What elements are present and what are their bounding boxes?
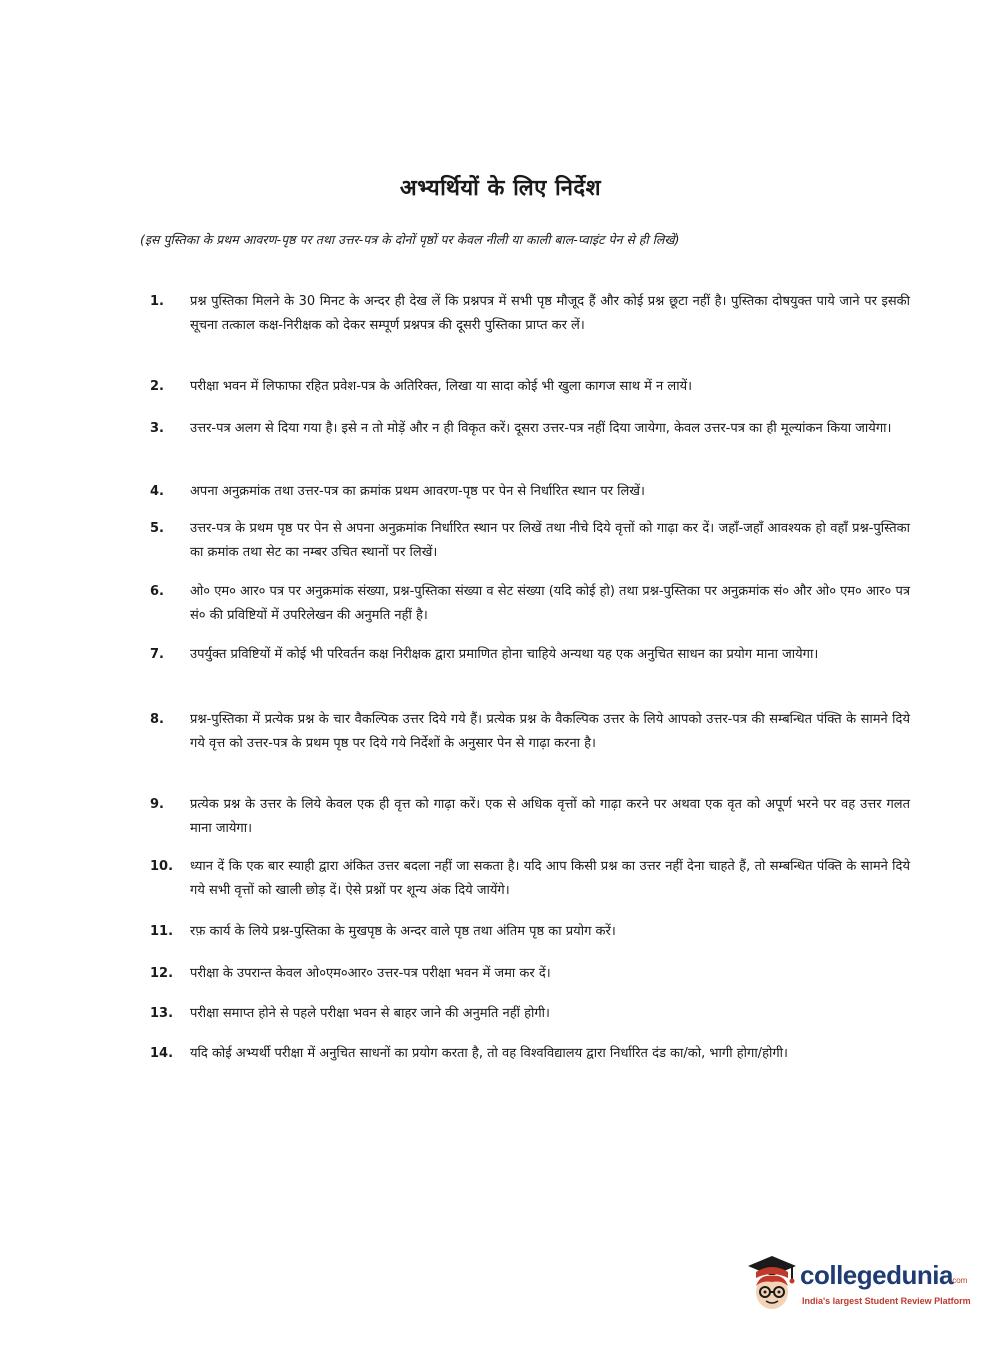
instruction-number: 5. <box>150 521 164 536</box>
page-title: अभ्यर्थियों के लिए निर्देश <box>399 176 602 201</box>
collegedunia-logo <box>742 1252 972 1320</box>
instruction-text: परीक्षा भवन में लिफाफा रहित प्रवेश-पत्र के अतिरिक्त, लिखा या सादा कोई भी खुला कागज साथ में न लायें। <box>190 379 693 394</box>
instruction-number: 6. <box>150 584 164 599</box>
instruction-number: 3. <box>150 421 164 436</box>
instruction-item <box>150 962 910 986</box>
instruction-number: 4. <box>150 484 164 499</box>
instruction-text: उत्तर-पत्र अलग से दिया गया है। इसे न तो मोड़ें और न ही विकृत करें। दूसरा उत्तर-पत्र नहीं दिया जायेगा, केवल उत्तर-पत्र का ही मूल्यांकन किया जायेगा। <box>190 421 892 436</box>
instruction-number: 12. <box>150 966 174 981</box>
instruction-text: यदि कोई अभ्यर्थी परीक्षा में अनुचित साधनों का प्रयोग करता है, तो वह विश्वविद्यालय द्वारा निर्धारित दंड का/को, भागी होगा/होगी। <box>190 1046 788 1061</box>
instruction-text: प्रश्न-पुस्तिका में प्रत्येक प्रश्न के चार वैकल्पिक उत्तर दिये गये हैं। प्रत्येक प्रश्न के वैकल्पिक उत्तर के लिये आपको उत्तर-पत्र की सम्बन्धित पंक्ति के सामने दिये गये वृत्त को उत्तर-पत्र के प्रथम पृष्ठ पर दिये गये निर्देशों के अनुसार पेन से गाढ़ा करना है। <box>190 712 910 751</box>
instruction-number: 1. <box>150 294 164 309</box>
instruction-item <box>150 1002 910 1026</box>
instruction-text: रफ़ कार्य के लिये प्रश्न-पुस्तिका के मुखपृष्ठ के अन्दर वाले पृष्ठ तथा अंतिम पृष्ठ का प्रयोग करें। <box>190 924 616 939</box>
instruction-item <box>150 793 910 841</box>
instruction-text: प्रश्न पुस्तिका मिलने के 30 मिनट के अन्दर ही देख लें कि प्रश्नपत्र में सभी पृष्ठ मौजूद हैं और कोई प्रश्न छूटा नहीं है। पुस्तिका दोषयुक्त पाये जाने पर इसकी सूचना तत्काल कक्ष-निरीक्षक को देकर सम्पूर्ण प्रश्नपत्र की दूसरी पुस्तिका प्राप्त कर लें। <box>190 294 910 333</box>
instruction-number: 10. <box>150 859 174 874</box>
instruction-number: 13. <box>150 1006 174 1021</box>
graduate-mascot-icon <box>742 1252 802 1314</box>
instruction-item <box>150 290 910 338</box>
page-note: (इस पुस्तिका के प्रथम आवरण-पृष्ठ पर तथा उत्तर-पत्र के दोनों पृष्ठों पर केवल नीली या काली बाल-प्वाइंट पेन से ही लिखें) <box>140 232 680 247</box>
instruction-text: उपर्युक्त प्रविष्टियों में कोई भी परिवर्तन कक्ष निरीक्षक द्वारा प्रमाणित होना चाहिये अन्यथा यह एक अनुचित साधन का प्रयोग माना जायेगा। <box>190 647 819 662</box>
instruction-item <box>150 480 910 504</box>
instruction-number: 8. <box>150 712 164 727</box>
instruction-item <box>150 643 910 667</box>
instruction-item <box>150 517 910 565</box>
instruction-item <box>150 855 910 903</box>
logo-name: collegedunia <box>800 1260 953 1290</box>
logo-tagline: India's largest Student Review Platform <box>802 1296 971 1306</box>
instruction-text: प्रत्येक प्रश्न के उत्तर के लिये केवल एक ही वृत्त को गाढ़ा करें। एक से अधिक वृत्तों को गाढ़ा करने पर अथवा एक वृत को अपूर्ण भरने पर वह उत्तर गलत माना जायेगा। <box>190 797 910 836</box>
instruction-text: परीक्षा के उपरान्त केवल ओ०एम०आर० उत्तर-पत्र परीक्षा भवन में जमा कर दें। <box>190 966 551 981</box>
instruction-text: अपना अनुक्रमांक तथा उत्तर-पत्र का क्रमांक प्रथम आवरण-पृष्ठ पर पेन से निर्धारित स्थान पर लिखें। <box>190 484 645 499</box>
logo-suffix: .com <box>950 1276 968 1285</box>
instruction-item <box>150 375 910 399</box>
instruction-number: 2. <box>150 379 164 394</box>
instruction-text: परीक्षा समाप्त होने से पहले परीक्षा भवन से बाहर जाने की अनुमति नहीं होगी। <box>190 1006 550 1021</box>
instruction-item <box>150 580 910 628</box>
instruction-item <box>150 1042 910 1066</box>
instruction-text: ध्यान दें कि एक बार स्याही द्वारा अंकित उत्तर बदला नहीं जा सकता है। यदि आप किसी प्रश्न का उत्तर नहीं देना चाहते हैं, तो सम्बन्धित पंक्ति के सामने दिये गये सभी वृत्तों को खाली छोड़ दें। ऐसे प्रश्नों पर शून्य अंक दिये जायेंगे। <box>190 859 910 898</box>
instruction-item <box>150 920 910 944</box>
instruction-text: उत्तर-पत्र के प्रथम पृष्ठ पर पेन से अपना अनुक्रमांक निर्धारित स्थान पर लिखें तथा नीचे दिये वृत्तों को गाढ़ा कर दें। जहाँ-जहाँ आवश्यक हो वहाँ प्रश्न-पुस्तिका का क्रमांक तथा सेट का नम्बर उचित स्थानों पर लिखें। <box>190 521 910 560</box>
instruction-item <box>150 708 910 756</box>
instruction-number: 7. <box>150 647 164 662</box>
instruction-number: 14. <box>150 1046 174 1061</box>
instruction-number: 11. <box>150 924 174 939</box>
instruction-number: 9. <box>150 797 164 812</box>
instruction-item <box>150 417 910 441</box>
instruction-text: ओ० एम० आर० पत्र पर अनुक्रमांक संख्या, प्रश्न-पुस्तिका संख्या व सेट संख्या (यदि कोई हो) तथा प्रश्न-पुस्तिका पर अनुक्रमांक सं० और ओ० एम० आर० पत्र सं० की प्रविष्टियों में उपरिलेखन की अनुमति नहीं है। <box>190 584 911 623</box>
